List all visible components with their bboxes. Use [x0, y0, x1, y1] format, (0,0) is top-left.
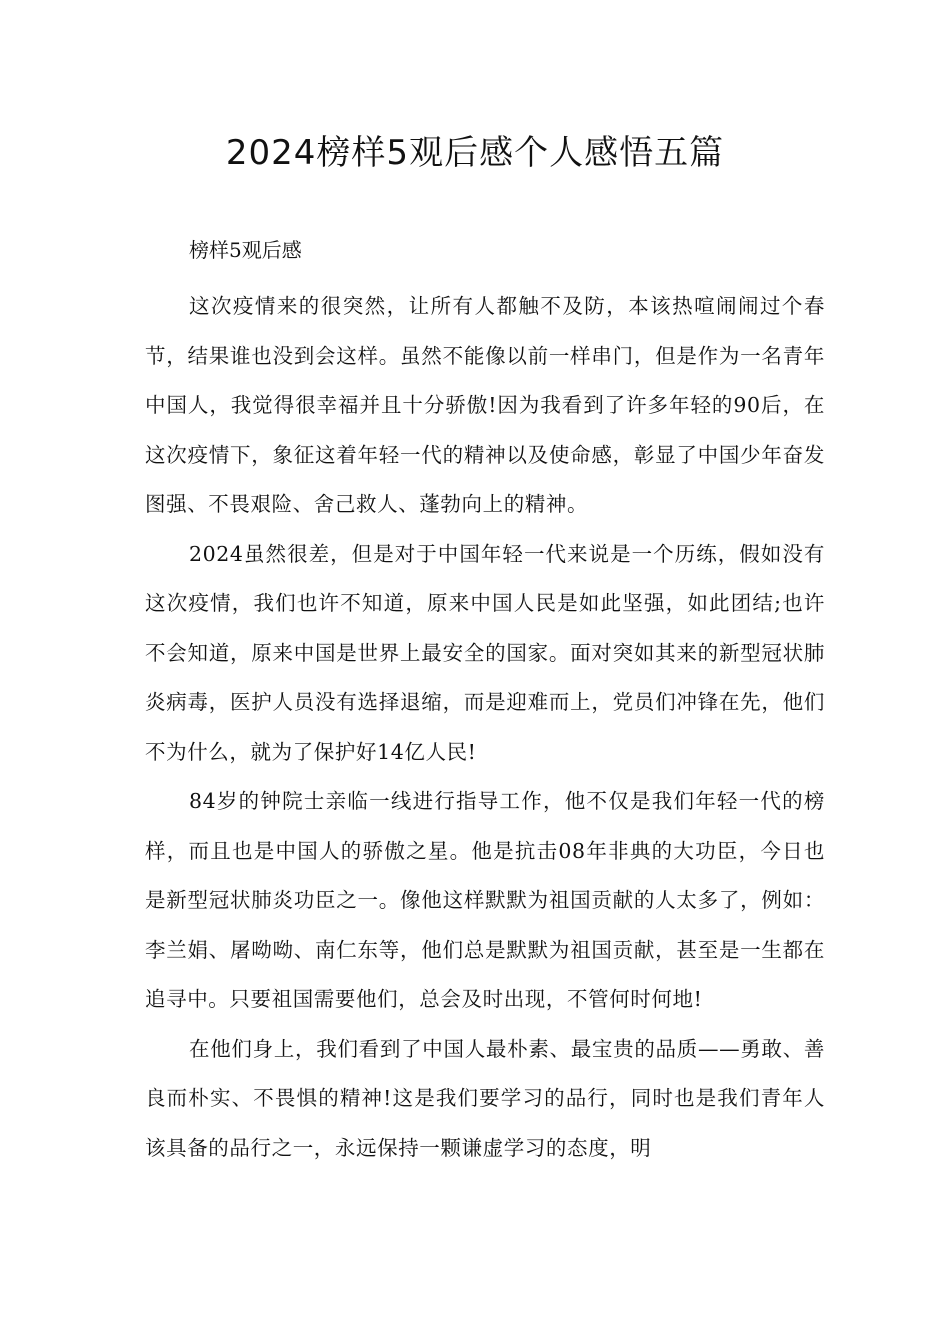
section-heading: 榜样5观后感 — [189, 238, 302, 262]
paragraph: 在他们身上，我们看到了中国人最朴素、最宝贵的品质——勇敢、善良而朴实、不畏惧的精神!这是我们要学习的品行，同时也是我们青年人该具备的品行之一，永远保持一颗谦虚学习的态度，明 — [145, 1036, 825, 1160]
document-body — [145, 282, 825, 1173]
paragraph: 这次疫情来的很突然，让所有人都触不及防，本该热喧闹闹过个春节，结果谁也没到会这样。虽然不能像以前一样串门，但是作为一名青年中国人，我觉得很幸福并且十分骄傲!因为我看到了许多年轻的90后，在这次疫情下，象征这着年轻一代的精神以及使命感，彰显了中国少年奋发图强、不畏艰险、舍己救人、蓬勃向上的精神。 — [145, 294, 825, 516]
paragraph: 84岁的钟院士亲临一线进行指导工作，他不仅是我们年轻一代的榜样，而且也是中国人的骄傲之星。他是抗击08年非典的大功臣，今日也是新型冠状肺炎功臣之一。像他这样默默为祖国贡献的人太多了，例如：李兰娟、屠呦呦、南仁东等，他们总是默默为祖国贡献，甚至是一生都在追寻中。只要祖国需要他们，总会及时出现，不管何时何地! — [145, 789, 825, 1011]
paragraph: 2024虽然很差，但是对于中国年轻一代来说是一个历练，假如没有这次疫情，我们也许不知道，原来中国人民是如此坚强，如此团结;也许不会知道，原来中国是世界上最安全的国家。面对突如其来的新型冠状肺炎病毒，医护人员没有选择退缩，而是迎难而上，党员们冲锋在先，他们不为什么，就为了保护好14亿人民! — [145, 541, 825, 764]
document-title: 2024榜样5观后感个人感悟五篇 — [225, 133, 725, 173]
